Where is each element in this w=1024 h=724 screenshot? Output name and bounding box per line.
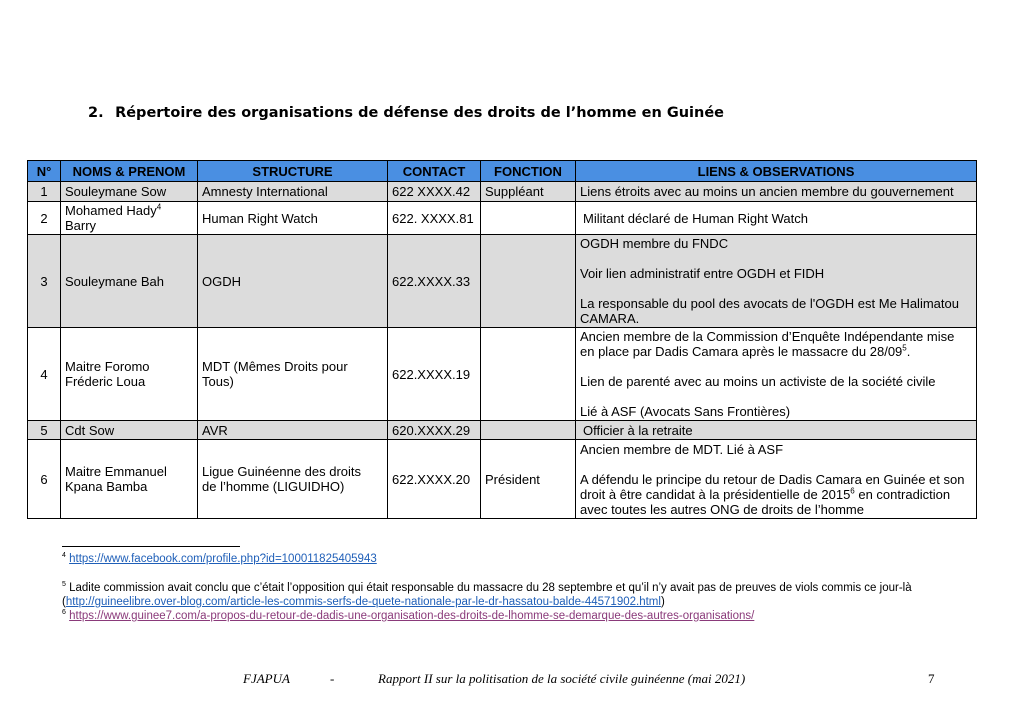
footnote-text: ) (660, 596, 665, 608)
row-name (61, 440, 198, 519)
row-number: 3 (28, 235, 61, 328)
structure-line: Tous) (202, 374, 234, 389)
footnote-mark: 5 (62, 581, 66, 589)
row-structure: Human Right Watch (198, 202, 388, 235)
section-title: Répertoire des organisations de défense des droits de l’homme en Guinée (115, 105, 724, 121)
name-line: Maitre Foromo (65, 359, 150, 374)
row-function (481, 202, 576, 235)
row-contact: 622 XXXX.42 (388, 182, 481, 202)
header-observations: LIENS & OBSERVATIONS (576, 161, 977, 182)
section-heading (88, 105, 724, 121)
footnote-4 (62, 552, 962, 566)
row-number: 2 (28, 202, 61, 235)
footnote-link[interactable]: https://www.facebook.com/profile.php?id=100011825405943 (69, 553, 377, 565)
structure-line: MDT (Mêmes Droits pour (202, 359, 348, 374)
header-number: N° (28, 161, 61, 182)
row-number: 5 (28, 421, 61, 440)
row-function (481, 235, 576, 328)
observation-text-part: A défendu le principe du retour de Dadis Camara en Guinée et son droit à être candidat à la présidentielle de 2015 (580, 471, 965, 502)
structure-line: Ligue Guinéenne des droits (202, 464, 362, 479)
observation-text-part: en contradiction avec toutes les autres ONG de droits de l’homme (580, 486, 951, 517)
row-contact: 622.XXXX.20 (388, 440, 481, 519)
observation-text: Voir lien administratif entre OGDH et FIDH (580, 266, 825, 281)
row-function: Président (481, 440, 576, 519)
observation-text-part: Ancien membre de la Commission d’Enquête Indépendante mise en place par Dadis Camara après le massacre du 28/09 (580, 329, 955, 359)
row-structure: OGDH (198, 235, 388, 328)
row-structure: AVR (198, 421, 388, 440)
observation-text: Officier à la retraite (583, 422, 693, 438)
table-row (28, 182, 977, 202)
table-row (28, 328, 977, 421)
name-line: Fréderic Loua (65, 374, 146, 389)
row-observations (576, 421, 977, 440)
observation-text: Ancien membre de MDT. Lié à ASF (580, 441, 784, 457)
footnote-link[interactable]: https://www.guinee7.com/a-propos-du-retour-de-dadis-une-organisation-des-droits-de-lhomme-se-demarque-des-autres-organisations/ (69, 610, 755, 622)
row-function: Suppléant (481, 182, 576, 202)
header-function: FONCTION (481, 161, 576, 182)
footer-separator: - (330, 671, 335, 686)
row-contact: 622.XXXX.19 (388, 328, 481, 421)
header-contact: CONTACT (388, 161, 481, 182)
row-name: Souleymane Bah (61, 235, 198, 328)
row-function (481, 328, 576, 421)
footnote-5 (62, 581, 962, 609)
section-number: 2. (88, 105, 104, 121)
header-structure: STRUCTURE (198, 161, 388, 182)
table-row (28, 440, 977, 519)
footnote-link[interactable]: http://guineelibre.over-blog.com/article-les-commis-serfs-de-quete-nationale-par-le-dr-hassatou-balde-44571902.html (65, 596, 661, 608)
footnote-text: Ladite commission avait conclu que c’était l’opposition qui était responsable du massacre du 28 septembre et qu’il n’y avait pas de preuves de viols commis ce jour-là ( (62, 582, 912, 608)
structure-line: de l’homme (LIGUIDHO) (202, 479, 345, 494)
observation-text: Lien de parenté avec au moins un activiste de la société civile (580, 374, 936, 389)
observation-text: OGDH membre du FNDC (580, 236, 729, 251)
name-line: Kpana Bamba (65, 479, 148, 494)
observation-text (580, 472, 972, 517)
footnote-6 (62, 609, 962, 623)
table-row (28, 202, 977, 235)
footnote-ref: 5 (902, 343, 907, 353)
name-line: Mohamed Hady (65, 203, 157, 218)
footnote-separator (62, 546, 240, 547)
observation-text: La responsable du pool des avocats de l'OGDH est Me Halimatou CAMARA. (580, 296, 959, 326)
table-header-row (28, 161, 977, 182)
page-number: 7 (928, 671, 935, 686)
footer-report-title: Rapport II sur la politisation de la société civile guinéenne (mai 2021) (378, 671, 746, 686)
footnote-mark: 4 (62, 552, 66, 560)
row-observations (576, 328, 977, 421)
header-names: NOMS & PRENOM (61, 161, 198, 182)
observation-text-part: . (906, 344, 911, 359)
row-contact: 622. XXXX.81 (388, 202, 481, 235)
row-name: Cdt Sow (61, 421, 198, 440)
row-contact: 620.XXXX.29 (388, 421, 481, 440)
row-name: Souleymane Sow (61, 182, 198, 202)
row-observations (576, 235, 977, 328)
table-row (28, 235, 977, 328)
observation-text: Lié à ASF (Avocats Sans Frontières) (580, 404, 791, 419)
row-number: 1 (28, 182, 61, 202)
footer-org: FJAPUA (243, 671, 290, 686)
row-observations: Liens étroits avec au moins un ancien membre du gouvernement (576, 182, 977, 202)
table-row (28, 421, 977, 440)
footnote-ref: 6 (850, 486, 855, 496)
footnotes (62, 552, 962, 623)
observation-text (580, 329, 972, 359)
organizations-table (27, 160, 977, 519)
observation-text: Militant déclaré de Human Right Watch (583, 210, 808, 226)
row-structure (198, 440, 388, 519)
name-line: Barry (65, 218, 97, 233)
footnote-ref: 4 (156, 202, 162, 212)
name-line: Maitre Emmanuel (65, 464, 167, 479)
row-contact: 622.XXXX.33 (388, 235, 481, 328)
row-name (61, 328, 198, 421)
row-number: 6 (28, 440, 61, 519)
row-structure (198, 328, 388, 421)
row-observations (576, 202, 977, 235)
row-structure: Amnesty International (198, 182, 388, 202)
row-number: 4 (28, 328, 61, 421)
row-function (481, 421, 576, 440)
row-name (61, 202, 198, 235)
row-observations (576, 440, 977, 519)
footnote-mark: 6 (62, 609, 66, 617)
